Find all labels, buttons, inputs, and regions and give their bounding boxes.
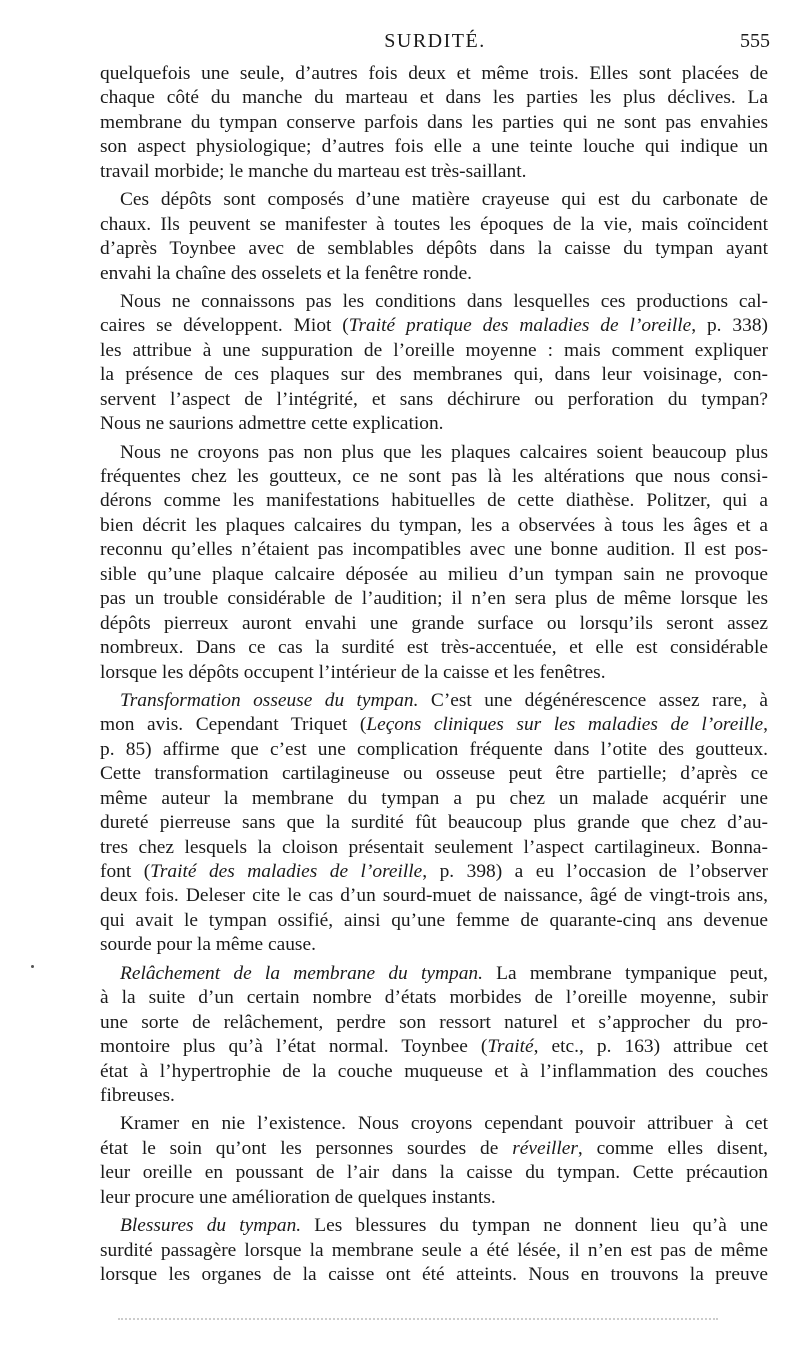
text-line: une sorte de relâchement, perdre son ressort naturel et s’approcher du pro- bbox=[100, 1011, 768, 1033]
text-line: même auteur la membrane du tympan a pu chez un malade acquérir une bbox=[100, 787, 768, 809]
text-line: Nous ne saurions admettre cette explication. bbox=[100, 413, 444, 435]
text-line: dépôts pierreux auront envahi une grande surface ou lorsqu’ils seront assez bbox=[100, 612, 768, 634]
running-title: SURDITÉ. bbox=[384, 30, 486, 52]
text-line: fibreuses. bbox=[100, 1084, 175, 1106]
text-line: dureté pierreuse sans que la surdité fût beaucoup plus grande que chez d’au- bbox=[100, 812, 768, 834]
body-text bbox=[100, 62, 768, 1287]
text-line: fréquentes chez les goutteux, ce ne sont pas là les altérations que nous consi- bbox=[100, 466, 768, 487]
text-line: surdité passagère lorsque la membrane seule a été lésée, il n’en est pas de même bbox=[100, 1239, 768, 1261]
text-line: leur procure une amélioration de quelques instants. bbox=[100, 1186, 496, 1208]
text-line: envahi la chaîne des osselets et la fenêtre ronde. bbox=[100, 262, 473, 284]
italic-citation: Traité bbox=[487, 1036, 534, 1058]
page-number: 555 bbox=[740, 30, 770, 52]
text-line: d’après Toynbee avec de semblables dépôts dans la caisse du tympan ayant bbox=[100, 238, 768, 260]
text-line: sible qu’une plaque calcaire déposée au milieu d’un tympan sain ne provoque bbox=[100, 563, 768, 585]
text-line: état le soin qu’ont les personnes sourdes de réveiller, comme elles disent, bbox=[100, 1137, 768, 1159]
text-line: pas un trouble considérable de l’audition; il n’en sera plus de même lorsque les bbox=[100, 588, 768, 610]
text-line: font (Traité des maladies de l’oreille, p. 398) a eu l’occasion de l’observer bbox=[100, 861, 769, 882]
text-line: leur oreille en poussant de l’air dans la caisse du tympan. Cette précaution bbox=[100, 1162, 768, 1184]
text-line: p. 85) affirme que c’est une complication fréquente dans l’otite des goutteux. bbox=[100, 738, 768, 760]
text-line: Ces dépôts sont composés d’une matière crayeuse qui est du carbonate de bbox=[120, 189, 768, 211]
text-line: chaux. Ils peuvent se manifester à toutes les époques de la vie, mais coïncident bbox=[100, 213, 768, 235]
italic-citation: Traité des maladies de l’oreille bbox=[150, 861, 423, 882]
margin-speck bbox=[31, 965, 34, 968]
text-line: caires se développent. Miot (Traité pratique des maladies de l’oreille, p. 338) bbox=[100, 315, 768, 337]
text-line: qui avait le tympan ossifié, ainsi qu’une femme de quarante-cinq ans devenue bbox=[100, 909, 768, 931]
text-line: Nous ne croyons pas non plus que les plaques calcaires soient beaucoup plus bbox=[120, 441, 768, 463]
text-line: lorsque les organes de la caisse ont été atteints. Nous en trouvons la preuve bbox=[100, 1264, 768, 1285]
text-line: reconnu qu’elles n’étaient pas incompatibles avec une bonne audition. Il est pos- bbox=[100, 539, 768, 561]
text-line: dérons comme les manifestations habituelles de cette diathèse. Politzer, qui a bbox=[100, 490, 768, 512]
text-line: Kramer en nie l’existence. Nous croyons cependant pouvoir attribuer à cet bbox=[120, 1113, 768, 1135]
page-header bbox=[100, 30, 770, 56]
text-line: état à l’hypertrophie de la couche muqueuse et à l’inflammation des couches bbox=[100, 1060, 768, 1082]
section-heading-italic: Transformation osseuse du tympan. bbox=[120, 689, 419, 711]
italic-word: réveiller bbox=[512, 1137, 578, 1159]
text-line: nombreux. Dans ce cas la surdité est très-accentuée, et elle est considérable bbox=[100, 637, 768, 659]
text-line: travail morbide; le manche du marteau est très-saillant. bbox=[100, 160, 527, 182]
text-line: tres chez lesquels la cloison présentait seulement l’aspect cartilagineux. Bonna- bbox=[100, 836, 768, 858]
text-line: membrane du tympan conserve parfois dans les parties qui ne sont pas envahies bbox=[100, 111, 768, 133]
italic-citation: Leçons cliniques sur les maladies de l’oreille bbox=[366, 714, 764, 736]
text-line: quelquefois une seule, d’autres fois deux et même trois. Elles sont placées de bbox=[100, 63, 768, 84]
text-line: les attribue à une suppuration de l’oreille moyenne : mais comment expliquer bbox=[100, 339, 768, 361]
text-line: Transformation osseuse du tympan. C’est une dégénérescence assez rare, à bbox=[120, 689, 768, 711]
text-line: bien décrit les plaques calcaires du tympan, les a observées à tous les âges et a bbox=[100, 514, 768, 536]
text-line: Cette transformation cartilagineuse ou osseuse peut être partielle; d’après ce bbox=[100, 763, 768, 785]
text-line: lorsque les dépôts occupent l’intérieur de la caisse et les fenêtres. bbox=[100, 661, 606, 683]
text-line: deux fois. Deleser cite le cas d’un sourd-muet de naissance, âgé de vingt-trois ans, bbox=[100, 885, 768, 907]
text-line: mon avis. Cependant Triquet (Leçons cliniques sur les maladies de l’oreille, bbox=[100, 714, 768, 736]
italic-citation: Traité pratique des maladies de l’oreille bbox=[348, 315, 692, 337]
bottom-print-marks bbox=[118, 1318, 718, 1326]
text-line: Blessures du tympan. Les blessures du tympan ne donnent lieu qu’à une bbox=[120, 1215, 768, 1237]
text-line: sourde pour la même cause. bbox=[100, 934, 316, 956]
text-line: son aspect physiologique; d’autres fois elle a une teinte louche qui indique un bbox=[100, 136, 768, 158]
text-line: la présence de ces plaques sur des membranes qui, dans leur voisinage, con- bbox=[100, 364, 768, 386]
text-line: Nous ne connaissons pas les conditions dans lesquelles ces productions cal- bbox=[120, 290, 768, 312]
section-heading-italic: Blessures du tympan. bbox=[120, 1215, 302, 1237]
text-line: servent l’aspect de l’intégrité, et sans déchirure ou perforation du tympan? bbox=[100, 388, 768, 410]
text-line: à la suite d’un certain nombre d’états morbides de l’oreille moyenne, subir bbox=[100, 987, 768, 1009]
text-line: montoire plus qu’à l’état normal. Toynbee (Traité, etc., p. 163) attribue cet bbox=[100, 1036, 768, 1058]
section-heading-italic: Relâchement de la membrane du tympan. bbox=[120, 962, 483, 984]
text-line: chaque côté du manche du marteau et dans les parties les plus déclives. La bbox=[100, 87, 768, 109]
text-line: Relâchement de la membrane du tympan. La membrane tympanique peut, bbox=[120, 962, 768, 984]
